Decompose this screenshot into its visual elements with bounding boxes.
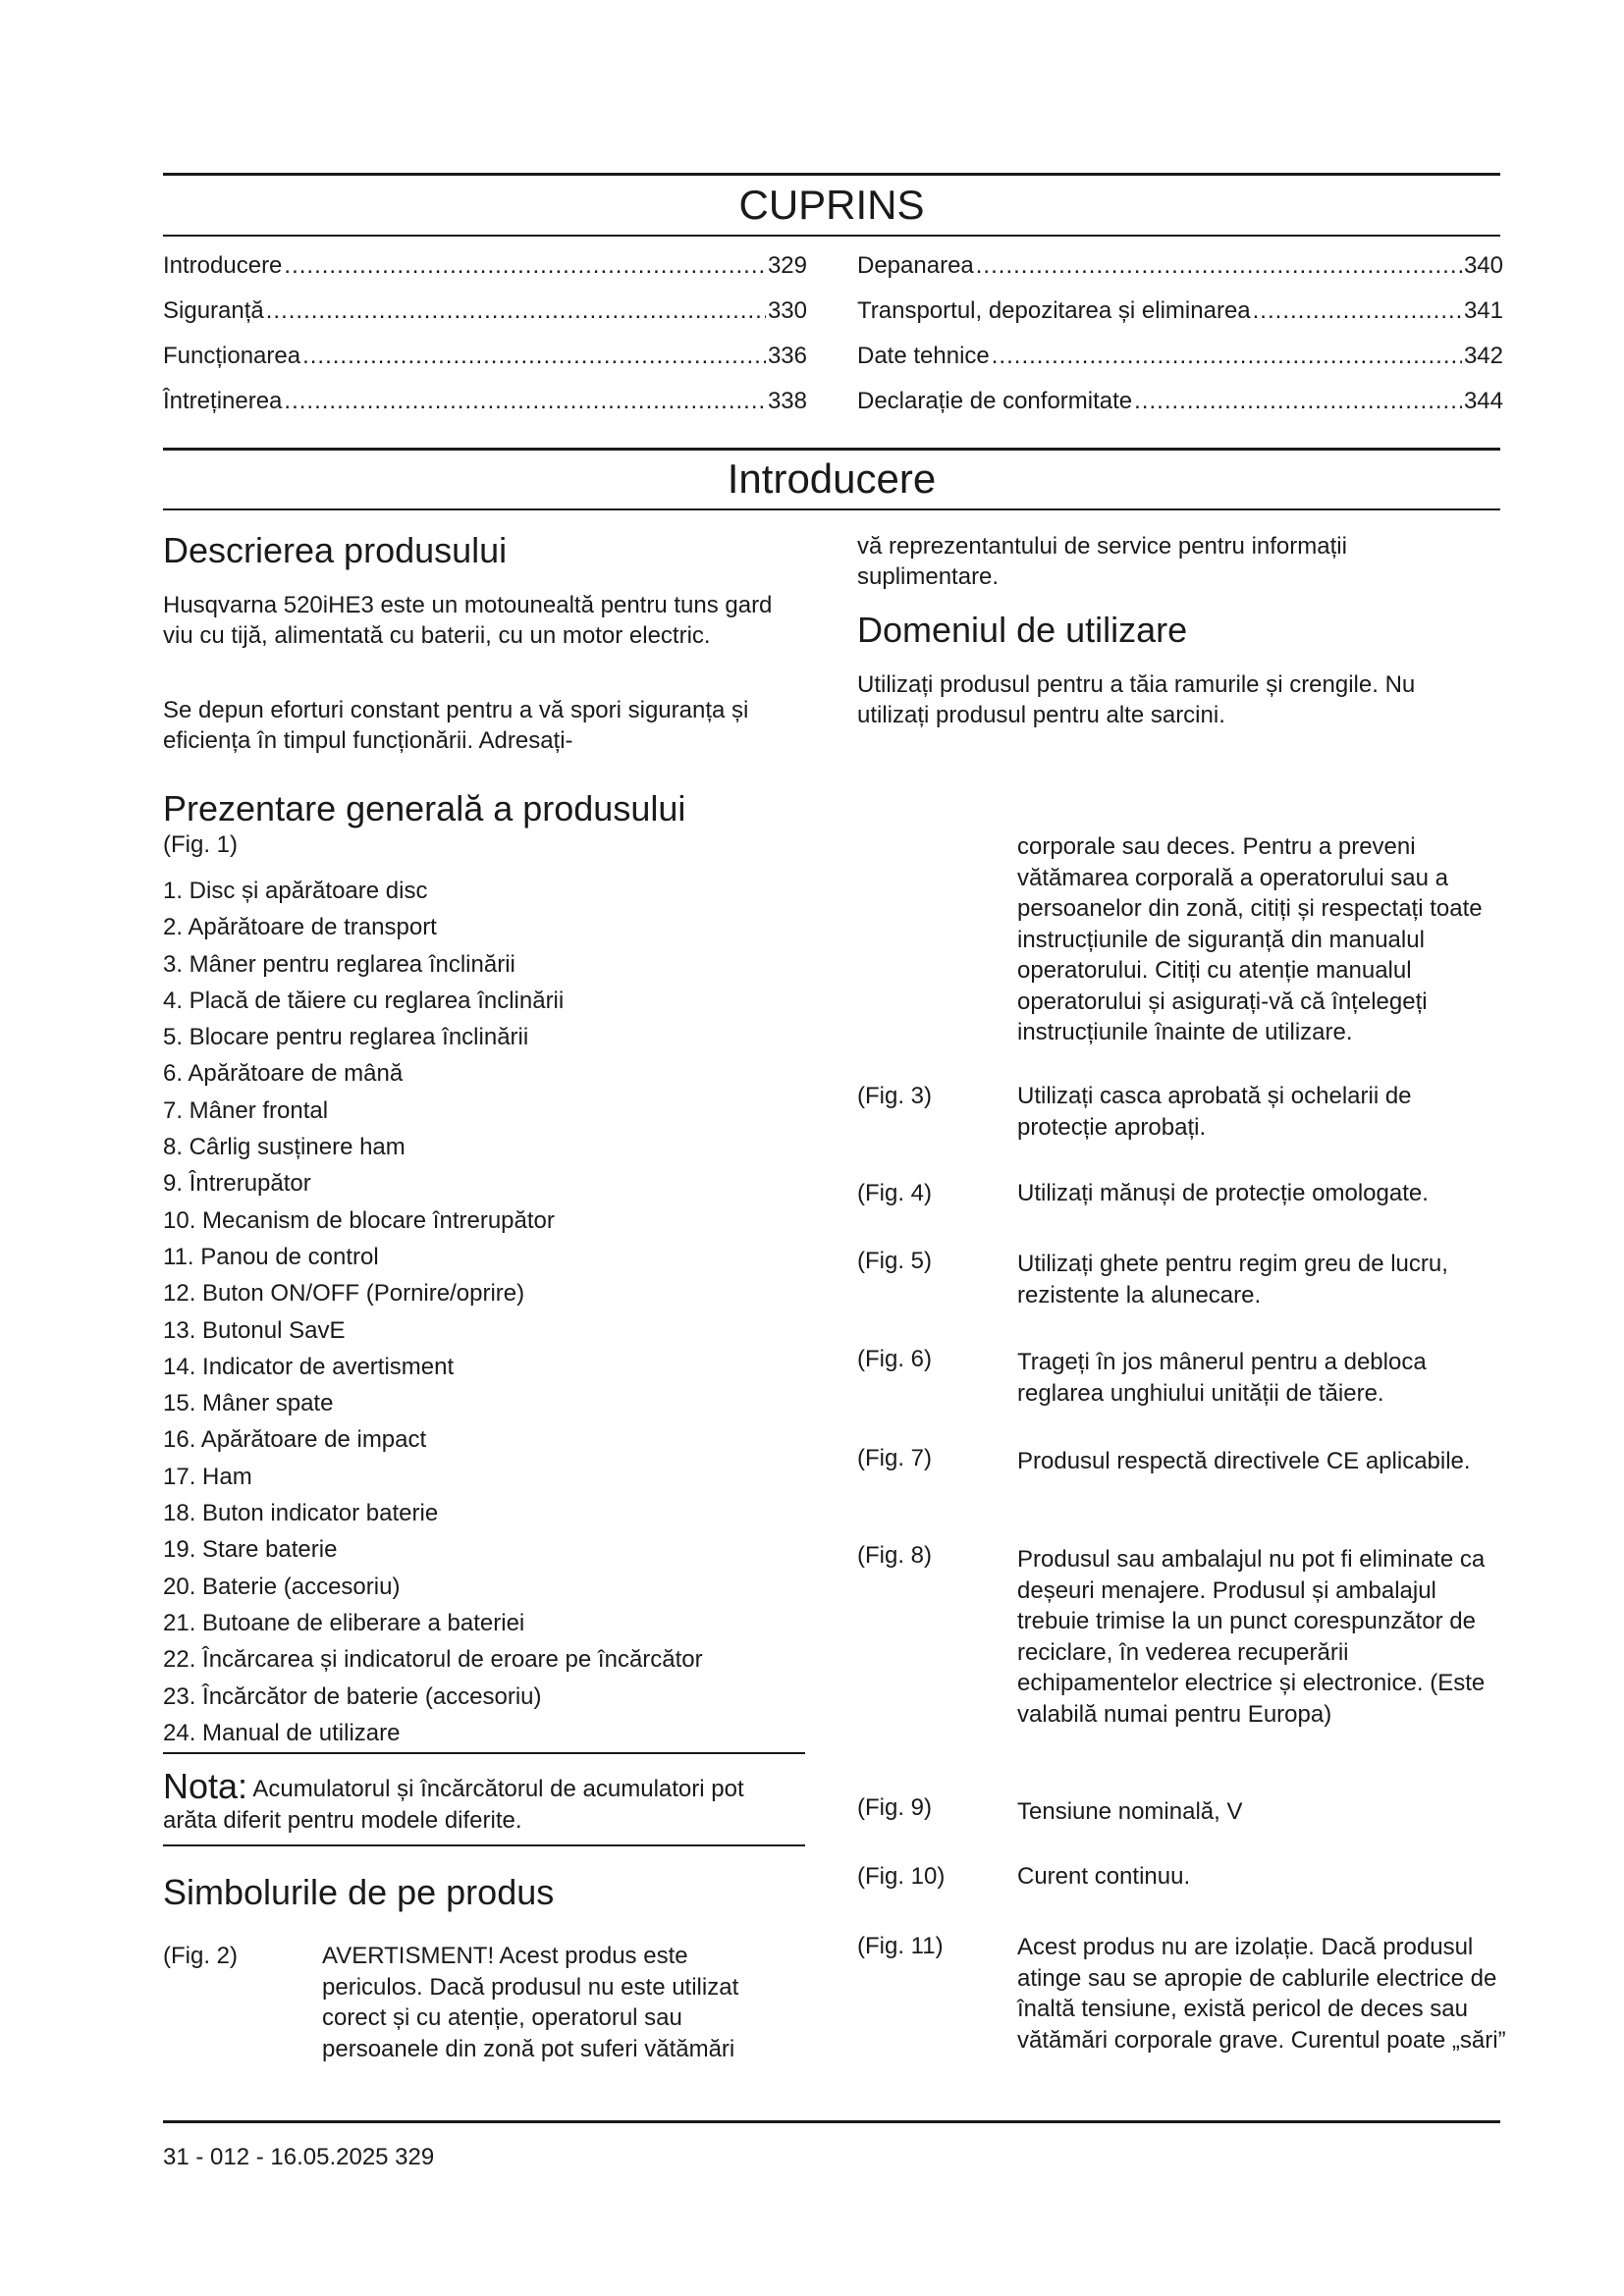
toc-entry[interactable] bbox=[163, 253, 807, 279]
section-title: Introducere bbox=[727, 455, 937, 502]
toc-entry-page: 341 bbox=[1463, 297, 1503, 324]
list-item: 14. Indicator de avertisment bbox=[163, 1353, 455, 1380]
toc-entry-page: 340 bbox=[1463, 252, 1503, 279]
toc-entry-page: 330 bbox=[767, 297, 807, 324]
toc-bottom-rule bbox=[163, 235, 1500, 237]
description-paragraph: Se depun eforturi constant pentru a vă spori siguranța și eficiența în timpul funcționării. Adresați- bbox=[163, 697, 749, 754]
list-item: 4. Placă de tăiere cu reglarea înclinării bbox=[163, 987, 565, 1014]
symbol-fig-ref: (Fig. 7) bbox=[857, 1445, 933, 1471]
toc-entry[interactable] bbox=[163, 389, 807, 414]
symbol-description: Utilizați casca aprobată și ochelarii de protecție aprobați. bbox=[1017, 1083, 1412, 1141]
section-bottom-rule bbox=[163, 508, 1500, 510]
list-item: 1. Disc și apărătoare disc bbox=[163, 878, 428, 904]
list-item: 9. Întrerupător bbox=[163, 1170, 311, 1198]
note-text: Acumulatorul și încărcătorul de acumulatori pot arăta diferit pentru modele diferite. bbox=[163, 1776, 744, 1834]
toc-leader bbox=[1134, 389, 1462, 414]
symbol-fig-ref: (Fig. 11) bbox=[857, 1933, 944, 1959]
list-item: 24. Manual de utilizare bbox=[163, 1719, 401, 1746]
overview-fig-ref: (Fig. 1) bbox=[163, 831, 239, 858]
symbol-description: Produsul respectă directivele CE aplicabile. bbox=[1017, 1448, 1471, 1474]
list-item: 15. Mâner spate bbox=[163, 1390, 334, 1417]
list-item: 12. Buton ON/OFF (Pornire/oprire) bbox=[163, 1280, 525, 1308]
usage-text: Utilizați produsul pentru a tăia ramurile și crengile. Nu utilizați produsul pentru alte sarcini. bbox=[857, 671, 1416, 728]
list-item: 8. Cârlig susținere ham bbox=[163, 1134, 406, 1161]
toc-entry-label: Funcționarea bbox=[163, 343, 301, 369]
toc-entry-label: Introducere bbox=[163, 252, 283, 279]
symbol-description: Acest produs nu are izolație. Dacă produsul atinge sau se apropie de cablurile electrice de înaltă tensiune, există pericol de deces sau vătămări corporale grave. Curentul poate „sări” bbox=[1017, 1934, 1506, 2054]
toc-leader bbox=[284, 389, 766, 414]
symbol-description: AVERTISMENT! Acest produs este periculos. Dacă produsul nu este utilizat corect și cu atenție, operatorul sau persoanele din zonă pot suferi vătămări bbox=[322, 1943, 739, 2062]
note bbox=[163, 1766, 801, 1837]
symbol-description: Utilizați ghete pentru regim greu de lucru, rezistente la alunecare. bbox=[1017, 1251, 1448, 1308]
page-footer: 31 - 012 - 16.05.2025 329 bbox=[163, 2144, 435, 2170]
toc-top-rule bbox=[163, 173, 1500, 176]
symbol-fig-ref: (Fig. 4) bbox=[857, 1180, 933, 1206]
symbols-heading: Simbolurile de pe produs bbox=[163, 1872, 555, 1912]
toc-entry-page: 336 bbox=[767, 343, 807, 369]
list-item: 2. Apărătoare de transport bbox=[163, 914, 437, 941]
parts-list bbox=[163, 873, 703, 1751]
list-item: 3. Mâner pentru reglarea înclinării bbox=[163, 950, 515, 978]
toc-entry-page: 344 bbox=[1463, 388, 1503, 414]
toc-entry-label: Întreținerea bbox=[163, 388, 283, 414]
usage-heading: Domeniul de utilizare bbox=[857, 610, 1188, 650]
toc-title: CUPRINS bbox=[738, 182, 925, 228]
toc-leader bbox=[976, 253, 1462, 279]
toc-leader bbox=[1253, 298, 1462, 324]
symbol-fig-ref: (Fig. 5) bbox=[857, 1248, 933, 1274]
symbol-fig-ref: (Fig. 8) bbox=[857, 1542, 933, 1569]
toc-entry-label: Transportul, depozitarea și eliminarea bbox=[857, 297, 1251, 324]
list-item: 5. Blocare pentru reglarea înclinării bbox=[163, 1024, 529, 1051]
toc-leader bbox=[284, 253, 766, 279]
note-label: Nota: bbox=[163, 1766, 248, 1806]
toc-leader bbox=[992, 344, 1462, 369]
list-item: 17. Ham bbox=[163, 1463, 252, 1490]
list-item: 13. Butonul SavE bbox=[163, 1316, 346, 1344]
symbol-fig-ref: (Fig. 2) bbox=[163, 1943, 239, 1969]
list-item: 11. Panou de control bbox=[163, 1243, 379, 1270]
footer-rule bbox=[163, 2120, 1500, 2123]
description-continued: vă reprezentantului de service pentru informații suplimentare. bbox=[857, 533, 1347, 590]
list-item: 7. Mâner frontal bbox=[163, 1096, 329, 1124]
list-item: 6. Apărătoare de mână bbox=[163, 1060, 404, 1088]
list-item: 18. Buton indicator baterie bbox=[163, 1500, 439, 1527]
symbol-description: Produsul sau ambalajul nu pot fi eliminate ca deșeuri menajere. Produsul și ambalajul trebuie trimise la un punct corespunzător de reciclare, în vederea recuperării echipamentelor electrice și electronice. (Este valabilă numai pentru Europa) bbox=[1017, 1546, 1486, 1728]
toc-entry-label: Depanarea bbox=[857, 252, 974, 279]
symbol-fig-ref: (Fig. 9) bbox=[857, 1794, 933, 1821]
toc-entry[interactable] bbox=[857, 389, 1503, 414]
symbol-description: Trageți în jos mânerul pentru a debloca reglarea unghiului unității de tăiere. bbox=[1017, 1349, 1427, 1407]
description-paragraph: Husqvarna 520iHE3 este un motounealtă pentru tuns gard viu cu tijă, alimentată cu baterii, cu un motor electric. bbox=[163, 592, 773, 649]
list-item: 10. Mecanism de blocare întrerupător bbox=[163, 1206, 555, 1234]
symbol-fig-ref: (Fig. 3) bbox=[857, 1083, 933, 1109]
symbol-description-continued: corporale sau deces. Pentru a preveni vătămarea corporală a operatorului sau a persoanelor din zonă, citiți și respectați toate instrucțiunile de siguranță din manualul operatorului. Citiți cu atenție manualul operatorului și asigurați-vă că înțelegeți instrucțiunile înainte de utilizare. bbox=[1017, 833, 1483, 1045]
toc-entry[interactable] bbox=[857, 344, 1503, 369]
toc-leader bbox=[302, 344, 766, 369]
toc-entry-page: 342 bbox=[1463, 343, 1503, 369]
toc-entry-page: 338 bbox=[767, 388, 807, 414]
symbol-description: Utilizați mănuși de protecție omologate. bbox=[1017, 1180, 1429, 1206]
list-item: 21. Butoane de eliberare a bateriei bbox=[163, 1609, 525, 1636]
toc-leader bbox=[266, 298, 766, 324]
toc-entry[interactable] bbox=[163, 298, 807, 324]
toc-entry-label: Date tehnice bbox=[857, 343, 990, 369]
symbol-fig-ref: (Fig. 6) bbox=[857, 1346, 933, 1372]
list-item: 16. Apărătoare de impact bbox=[163, 1426, 427, 1454]
list-item: 23. Încărcător de baterie (accesoriu) bbox=[163, 1682, 542, 1710]
toc-entry-label: Declarație de conformitate bbox=[857, 388, 1133, 414]
list-item: 19. Stare baterie bbox=[163, 1536, 338, 1564]
description-heading: Descrierea produsului bbox=[163, 530, 508, 570]
list-item: 22. Încărcarea și indicatorul de eroare pe încărcător bbox=[163, 1646, 703, 1674]
symbol-fig-ref: (Fig. 10) bbox=[857, 1863, 946, 1890]
toc-entry[interactable] bbox=[857, 253, 1503, 279]
list-item: 20. Baterie (accesoriu) bbox=[163, 1573, 401, 1600]
note-top-rule bbox=[163, 1752, 805, 1754]
toc-entry-page: 329 bbox=[767, 252, 807, 279]
section-top-rule bbox=[163, 448, 1500, 451]
toc-entry-label: Siguranță bbox=[163, 297, 264, 324]
toc-entry[interactable] bbox=[857, 298, 1503, 324]
symbol-description: Curent continuu. bbox=[1017, 1863, 1191, 1890]
overview-heading: Prezentare generală a produsului bbox=[163, 788, 686, 828]
symbol-description: Tensiune nominală, V bbox=[1017, 1798, 1243, 1825]
toc-entry[interactable] bbox=[163, 344, 807, 369]
note-bottom-rule bbox=[163, 1844, 805, 1846]
